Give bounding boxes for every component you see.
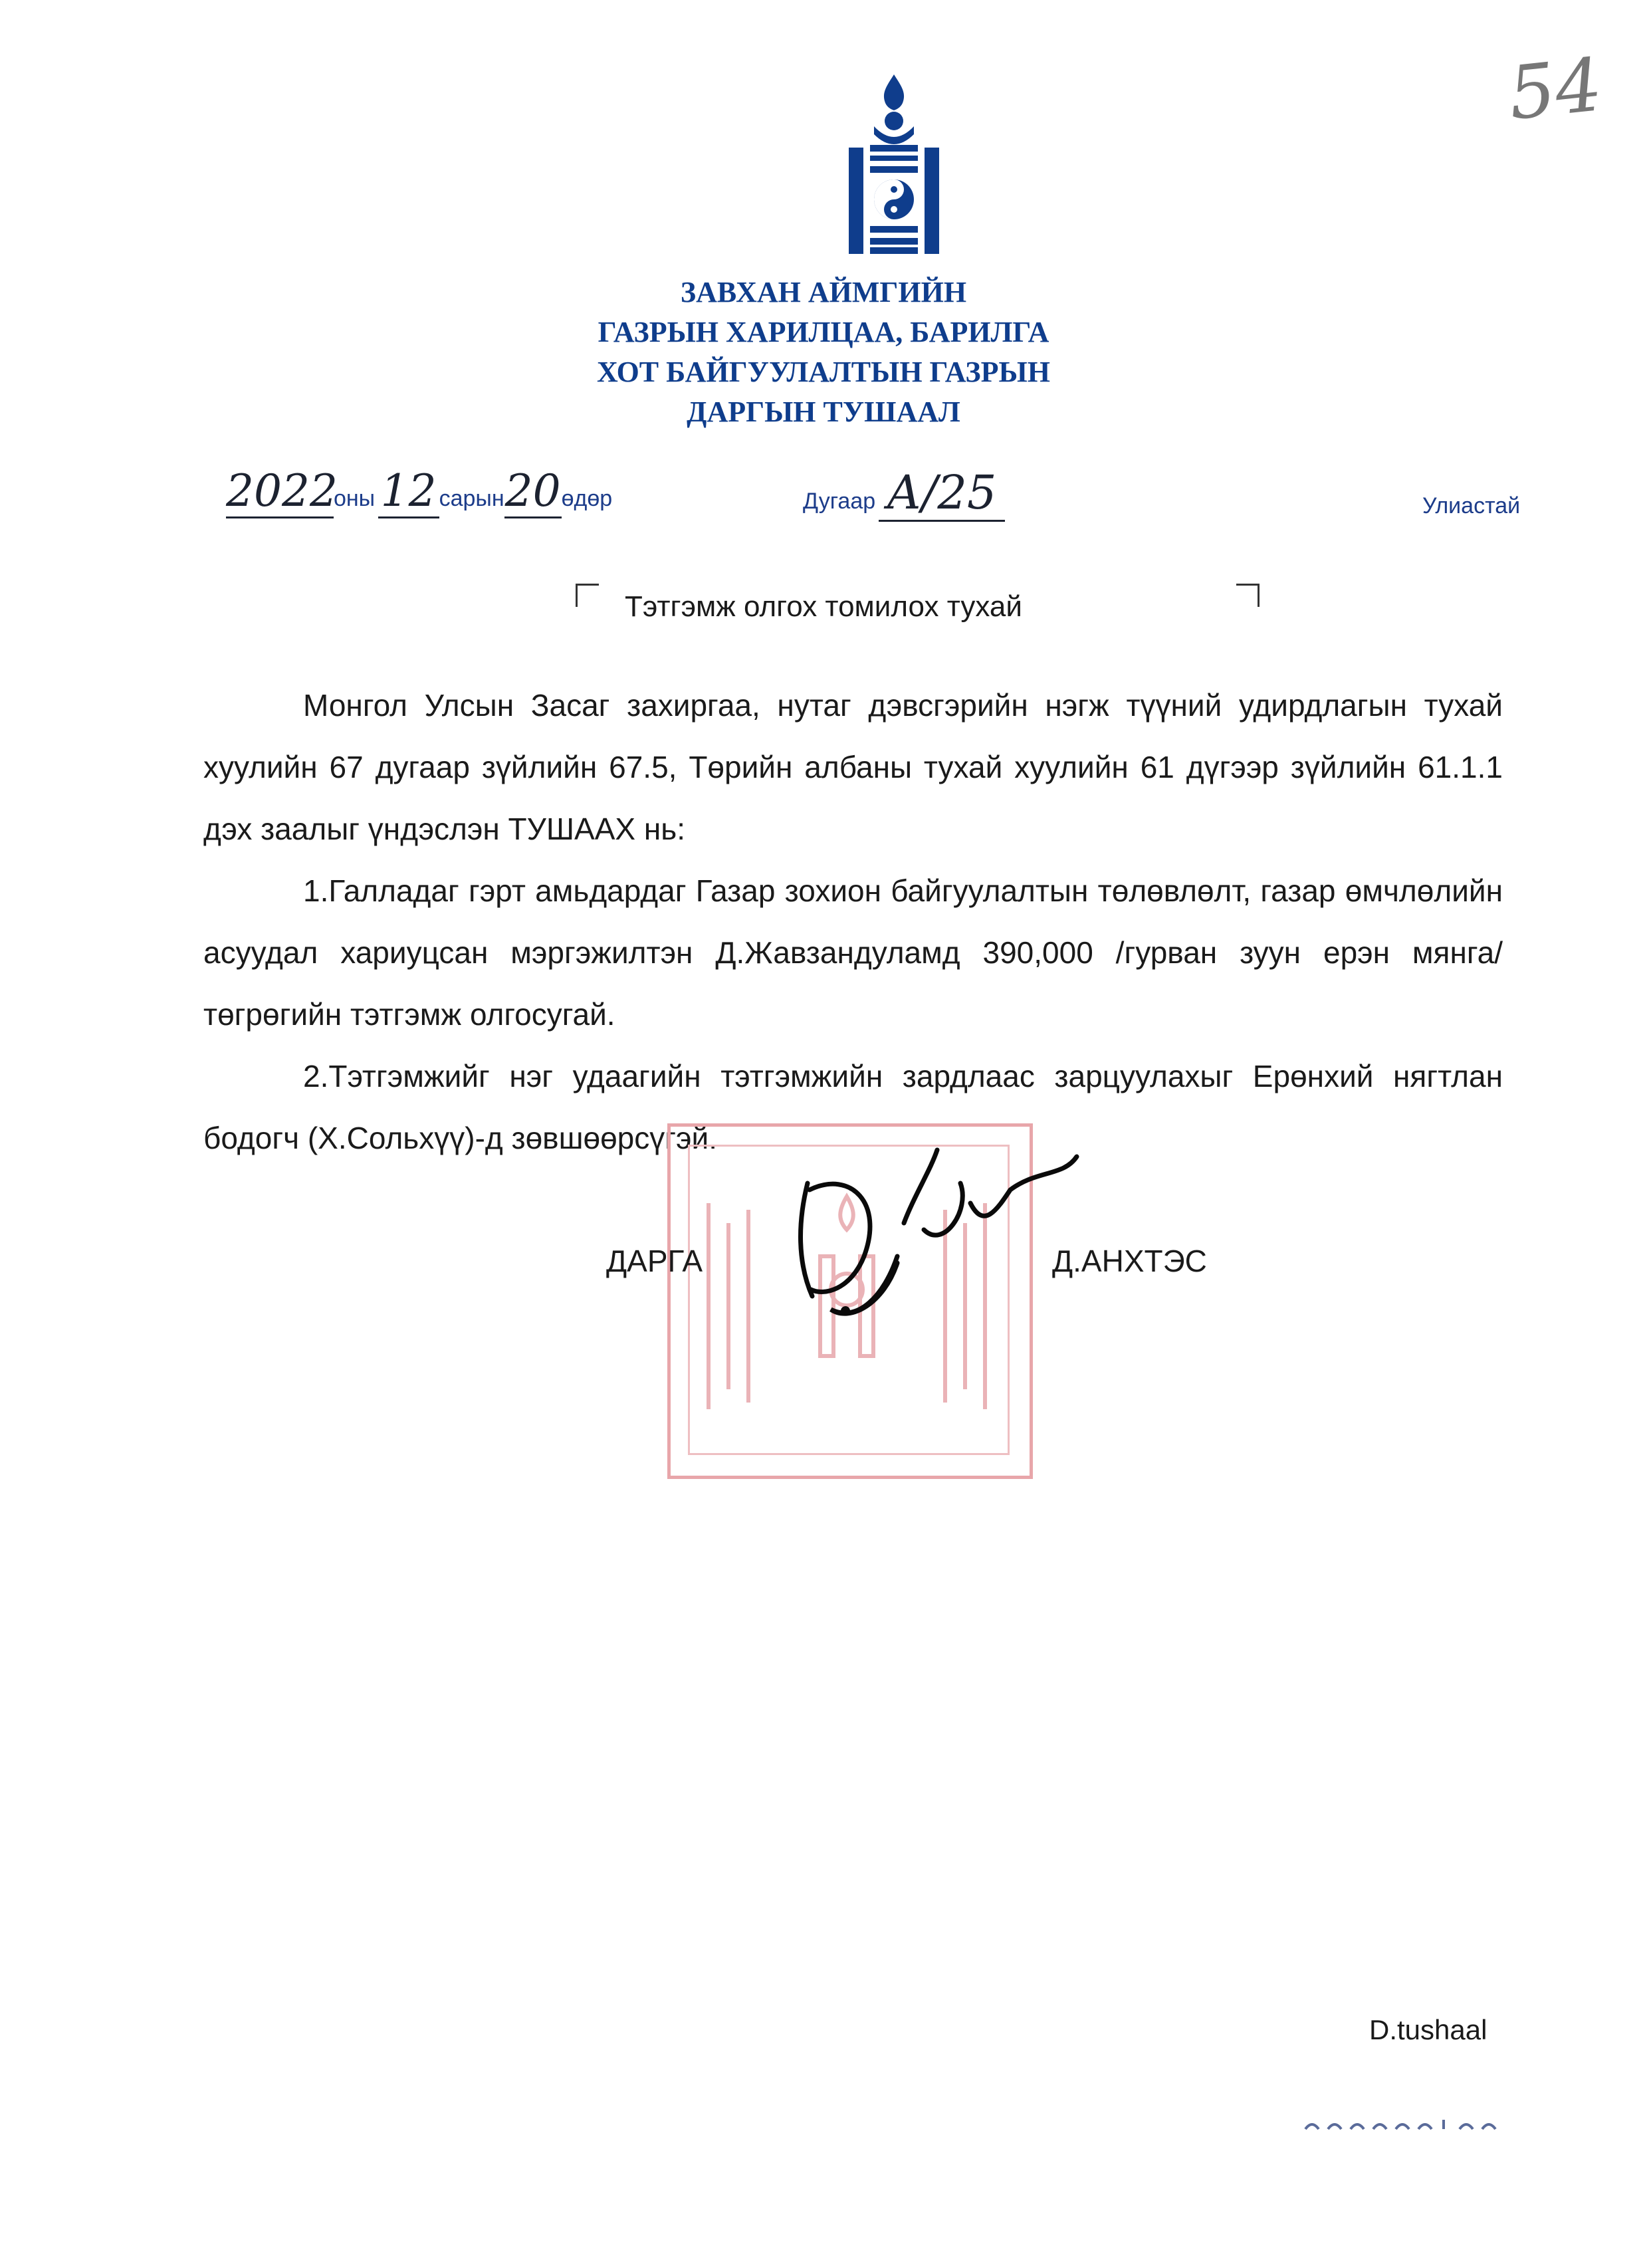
date-month: 12 [378, 465, 439, 518]
cropped-number-stamp-icon [1303, 2117, 1542, 2130]
order-item-1: 1.Галладаг гэрт амьдардаг Газар зохион байгуулалтын төлөвлөлт, газар өмчлөлийн асуудал хариуцсан мэргэжилтэн Д.Жавзандуламд 390,000 /гурван зуун ерэн мянга/ төгрөгийн тэтгэмж олгосугай. [203, 873, 1503, 1032]
signatory-title: ДАРГА [606, 1244, 703, 1278]
org-line-3: ХОТ БАЙГУУЛАЛТЫН ГАЗРЫН [597, 356, 1050, 388]
page-number: 54 [1504, 42, 1606, 136]
date-year: 2022 [226, 465, 334, 518]
org-line-4: ДАРГЫН ТУШААЛ [687, 396, 960, 428]
date-day: 20 [504, 465, 562, 518]
order-body [203, 675, 1503, 1169]
order-intro: Монгол Улсын Засаг захиргаа, нутаг дэвсгэрийн нэгж түүний удирдлагын тухай хуулийн 67 дугаар зүйлийн 67.5, Төрийн албаны тухай хуулийн 61 дүгээр зүйлийн 61.1.1 дэх заалыг үндэслэн ТУШААХ нь: [203, 688, 1503, 846]
date-month-suffix: сарын [439, 486, 504, 511]
soyombo-emblem-icon [847, 73, 940, 254]
order-number-value: А/25 [879, 465, 1005, 522]
document-code: D.tushaal [1369, 2014, 1487, 2045]
signatory-name: Д.АНХТЭС [1052, 1244, 1207, 1278]
order-date [226, 465, 691, 532]
order-subject: Тэтгэмж олгох томилох тухай [625, 590, 1022, 623]
order-number [803, 465, 1069, 532]
org-line-1: ЗАВХАН АЙМГИЙН [680, 276, 967, 308]
org-line-2: ГАЗРЫН ХАРИЛЦАА, БАРИЛГА [598, 316, 1049, 348]
order-place: Улиастай [1422, 493, 1521, 518]
signature-icon [771, 1130, 1083, 1343]
order-item-2: 2.Тэтгэмжийг нэг удаагийн тэтгэмжийн зардлаас зарцуулахыг Ерөнхий нягтлан бодогч (Х.Сольхүү)-д зөвшөөрсүгэй. [203, 1059, 1503, 1155]
order-number-label: Дугаар [803, 489, 876, 514]
organization-header [0, 273, 1647, 432]
date-day-suffix: өдөр [561, 486, 613, 511]
date-year-suffix: оны [334, 486, 376, 511]
